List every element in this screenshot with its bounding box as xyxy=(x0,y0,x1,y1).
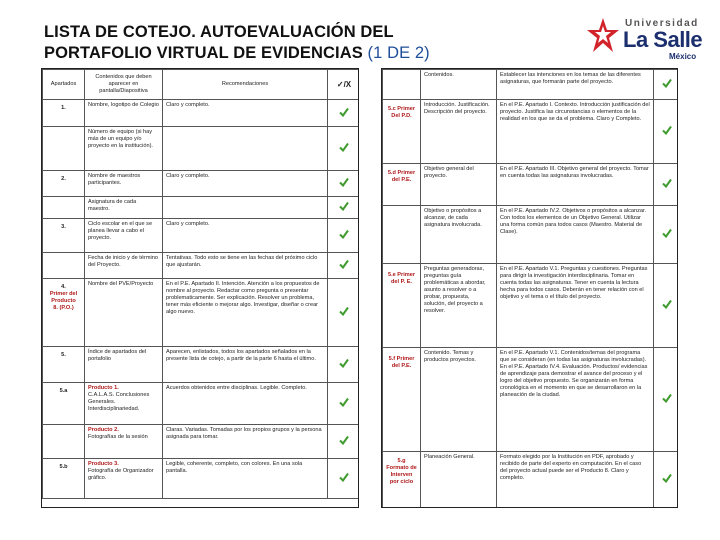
checkbox-cell[interactable] xyxy=(654,264,679,348)
row-contenido: Ciclo escolar en el que se planea llevar a cabo el proyecto. xyxy=(85,219,163,253)
row-recomendacion: Claro y completo. xyxy=(163,219,328,253)
table-row xyxy=(383,206,679,264)
row-number: 5.e Primer del P. E. xyxy=(383,264,421,348)
row-contenido: Planeación General. xyxy=(421,452,497,508)
check-icon xyxy=(339,229,349,239)
table-row xyxy=(43,171,360,197)
product-label: Producto 2. xyxy=(88,427,119,433)
logo-university-text: Universidad xyxy=(625,18,699,29)
title-line-1: LISTA DE COTEJO. AUTOEVALUACIÓN DEL xyxy=(44,23,394,41)
product-label: Producto 3. xyxy=(88,461,119,467)
check-icon xyxy=(339,142,349,152)
check-icon xyxy=(662,228,672,238)
checkbox-cell[interactable] xyxy=(328,219,360,253)
row-contenido: Fecha de inicio y de término del Proyecto. xyxy=(85,253,163,279)
checkbox-cell[interactable] xyxy=(328,383,360,425)
checkbox-cell[interactable] xyxy=(328,425,360,459)
table-row xyxy=(43,197,360,219)
table-row xyxy=(43,100,360,127)
checklist-table-right xyxy=(382,69,678,508)
header-apartados: Apartados xyxy=(43,70,85,100)
row-recomendacion: Formato elegido por la Institución en PDF, aprobado y recibido de parte del experto en computación. En el caso del proyecto actual puede ser el Producto 8. Claro y completo. xyxy=(497,452,654,508)
row-recomendacion: Tentativas. Todo esto se tiene en las fechas del próximo ciclo que ajustarán. xyxy=(163,253,328,279)
check-icon xyxy=(339,358,349,368)
checkbox-cell[interactable] xyxy=(328,197,360,219)
row-contenido: Índice de apartados del portafolio xyxy=(85,347,163,383)
check-icon xyxy=(662,125,672,135)
checkbox-cell[interactable] xyxy=(654,206,679,264)
row-number: 5.f Primer del P.E. xyxy=(383,348,421,452)
check-icon xyxy=(339,201,349,211)
product-description: Fotografía de Organizador gráfico. xyxy=(88,468,154,481)
table-row xyxy=(43,253,360,279)
title-line-2 xyxy=(44,43,514,64)
checkbox-cell[interactable] xyxy=(654,452,679,508)
product-label: Producto 1. xyxy=(88,385,119,391)
row-contenido xyxy=(85,383,163,425)
university-logo xyxy=(585,10,707,66)
checklist-page-right xyxy=(381,68,678,508)
product-description: Fotografías de la sesión xyxy=(88,434,148,440)
row-number xyxy=(383,70,421,100)
row-number: 5.d Primer del P.E. xyxy=(383,164,421,206)
row-recomendacion: Claro y completo. xyxy=(163,100,328,127)
check-icon xyxy=(339,435,349,445)
row-number: 1. xyxy=(43,100,85,127)
check-icon xyxy=(339,306,349,316)
product-description: C.A.L.A.S. Conclusiones Generales. Interdisciplinariedad. xyxy=(88,392,150,412)
logo-name-text: La Salle xyxy=(623,27,703,52)
checkbox-cell[interactable] xyxy=(654,100,679,164)
row-number: 3. xyxy=(43,219,85,253)
header-recomendaciones: Recomendaciones xyxy=(163,70,328,100)
row-number xyxy=(43,425,85,459)
row-contenido: Objetivo general del proyecto. xyxy=(421,164,497,206)
table-row xyxy=(383,164,679,206)
table-header-row xyxy=(43,70,360,100)
checkbox-cell[interactable] xyxy=(654,164,679,206)
table-row xyxy=(383,264,679,348)
row-recomendacion: Claras. Variadas. Tomadas por los propios grupos y la persona asignada para tomar. xyxy=(163,425,328,459)
check-icon xyxy=(339,397,349,407)
row-contenido: Asignatura de cada maestro. xyxy=(85,197,163,219)
row-recomendacion xyxy=(163,127,328,171)
checkbox-cell[interactable] xyxy=(654,70,679,100)
check-icon xyxy=(662,299,672,309)
table-row xyxy=(383,70,679,100)
row-contenido: Contenido. Temas y productos proyectos. xyxy=(421,348,497,452)
checkbox-cell[interactable] xyxy=(328,459,360,499)
row-number-value: 4. xyxy=(61,284,66,290)
checklist-page-left xyxy=(41,68,359,508)
checkbox-cell[interactable] xyxy=(328,279,360,347)
row-recomendacion: Acuerdos obtenidos entre disciplinas. Legible. Completo. xyxy=(163,383,328,425)
check-icon xyxy=(662,178,672,188)
checklist-table-left xyxy=(42,69,359,499)
row-recomendacion: En el P.E. Apartado V.1. Preguntas y cuestiones. Preguntas para dirigir la investigación interdisciplinaria. Tomar en cuenta todas las asignaturas. Tener en cuenta la lectura hecha para todos casos. Deberán en tener relación con el objetivo y el tema o el título del proyecto. xyxy=(497,264,654,348)
row-contenido: Nombre del PVE/Proyecto xyxy=(85,279,163,347)
row-number xyxy=(43,253,85,279)
row-number xyxy=(383,206,421,264)
row-contenido: Preguntas generadoras, preguntas guía problemáticas a abordar, asunto a resolver o a probar, propuesta, solución, del proyecto a resolver. xyxy=(421,264,497,348)
check-icon xyxy=(339,259,349,269)
row-contenido: Objetivo o propósitos a alcanzar, de cada asignatura involucrada. xyxy=(421,206,497,264)
row-contenido: Contenidos. xyxy=(421,70,497,100)
table-row xyxy=(383,348,679,452)
row-contenido: Nombre, logotipo de Colegio xyxy=(85,100,163,127)
table-row xyxy=(43,279,360,347)
header-contenidos: Contenidos que deben aparecer en pantalla/Diapositiva xyxy=(85,70,163,100)
table-row xyxy=(43,425,360,459)
table-row xyxy=(43,459,360,499)
row-contenido: Introducción. Justificación. Descripción del proyecto. xyxy=(421,100,497,164)
table-row xyxy=(383,452,679,508)
table-row xyxy=(383,100,679,164)
checkbox-cell[interactable] xyxy=(328,127,360,171)
header-check: ✓/X xyxy=(328,70,360,100)
check-icon xyxy=(339,107,349,117)
check-icon xyxy=(339,177,349,187)
table-row xyxy=(43,219,360,253)
row-contenido: Nombre de maestros participantes. xyxy=(85,171,163,197)
check-icon xyxy=(662,78,672,88)
row-number: 2. xyxy=(43,171,85,197)
row-contenido xyxy=(85,459,163,499)
row-number: 5.b xyxy=(43,459,85,499)
page-title xyxy=(44,22,514,64)
row-recomendacion: En el P.E. Apartado III. Objetivo general del proyecto. Tomar en cuenta todas las asignaturas involucradas. xyxy=(497,164,654,206)
title-line-2-main: PORTAFOLIO VIRTUAL DE EVIDENCIAS xyxy=(44,44,368,62)
row-number-sublabel: 8. (P.O.) xyxy=(53,305,74,311)
row-contenido: Número de equipo (si hay más de un equipo y/o proyecto en la institución). xyxy=(85,127,163,171)
row-number xyxy=(43,197,85,219)
row-number xyxy=(43,279,85,347)
checkbox-cell[interactable] xyxy=(328,253,360,279)
la-salle-star-icon xyxy=(585,16,621,56)
logo-country-text: México xyxy=(669,52,697,61)
row-recomendacion: Claro y completo. xyxy=(163,171,328,197)
check-icon xyxy=(662,473,672,483)
table-row xyxy=(43,383,360,425)
row-recomendacion: En el P.E. Apartado IV.2. Objetivos o propósitos a alcanzar. Con todos los elementos de un Objetivo General. Utilizar una forma común para todos casos (Maestro. Material de Clase). xyxy=(497,206,654,264)
checkbox-cell[interactable] xyxy=(328,171,360,197)
checkbox-cell[interactable] xyxy=(328,347,360,383)
row-number-label: Primer del Producto xyxy=(49,291,78,304)
row-number: 5. xyxy=(43,347,85,383)
row-number: 5.a xyxy=(43,383,85,425)
row-recomendacion xyxy=(163,197,328,219)
row-recomendacion: En el P.E. Apartado I. Contexto. Introducción justificación del proyecto. Justifica las circunstancias o elementos de la realidad en los que se da el problema. Claro y Completo. xyxy=(497,100,654,164)
row-number xyxy=(43,127,85,171)
table-row xyxy=(43,127,360,171)
title-page-indicator: (1 DE 2) xyxy=(367,44,430,62)
row-recomendacion: En el P.E. Apartado II. Intención. Atención a los propuestos de nombre al proyecto. Redactar como pregunta o presentar problematicamente. Ser explicación. Resolver un problema, tener más eficiente o mejorar algo. Investigar, diseñar o crear algo nuevo. xyxy=(163,279,328,347)
check-icon xyxy=(662,393,672,403)
row-recomendacion: Establecer las intenciones en los temas de las diferentes asignaturas, que formarán parte del proyecto. xyxy=(497,70,654,100)
row-number: 5.c Primer Del P.D. xyxy=(383,100,421,164)
check-icon xyxy=(339,472,349,482)
checkbox-cell[interactable] xyxy=(654,348,679,452)
row-recomendacion: Aparecen, enlistados, todos los apartados señalados en la presente lista de cotejo, a partir de la parte 6 hasta el último. xyxy=(163,347,328,383)
row-recomendacion: En el P.E. Apartado V.1. Contenidos/temas del programa que se consideran (en todas las asignaturas involucradas). En el P.E. Apartado IV.4. Evaluación. Productos/ evidencias de aprendizaje para demostrar el avance del proceso y el logro del objetivo propuesto. Se organizarán en forma cronológica en el momento en que se desarrollaron en la planeación de la ciudad. xyxy=(497,348,654,452)
checkbox-cell[interactable] xyxy=(328,100,360,127)
table-row xyxy=(43,347,360,383)
row-recomendacion: Legible, coherente, completo, con colores. En una sola pantalla. xyxy=(163,459,328,499)
row-number: 5.g Formato de Interven por ciclo xyxy=(383,452,421,508)
row-contenido xyxy=(85,425,163,459)
